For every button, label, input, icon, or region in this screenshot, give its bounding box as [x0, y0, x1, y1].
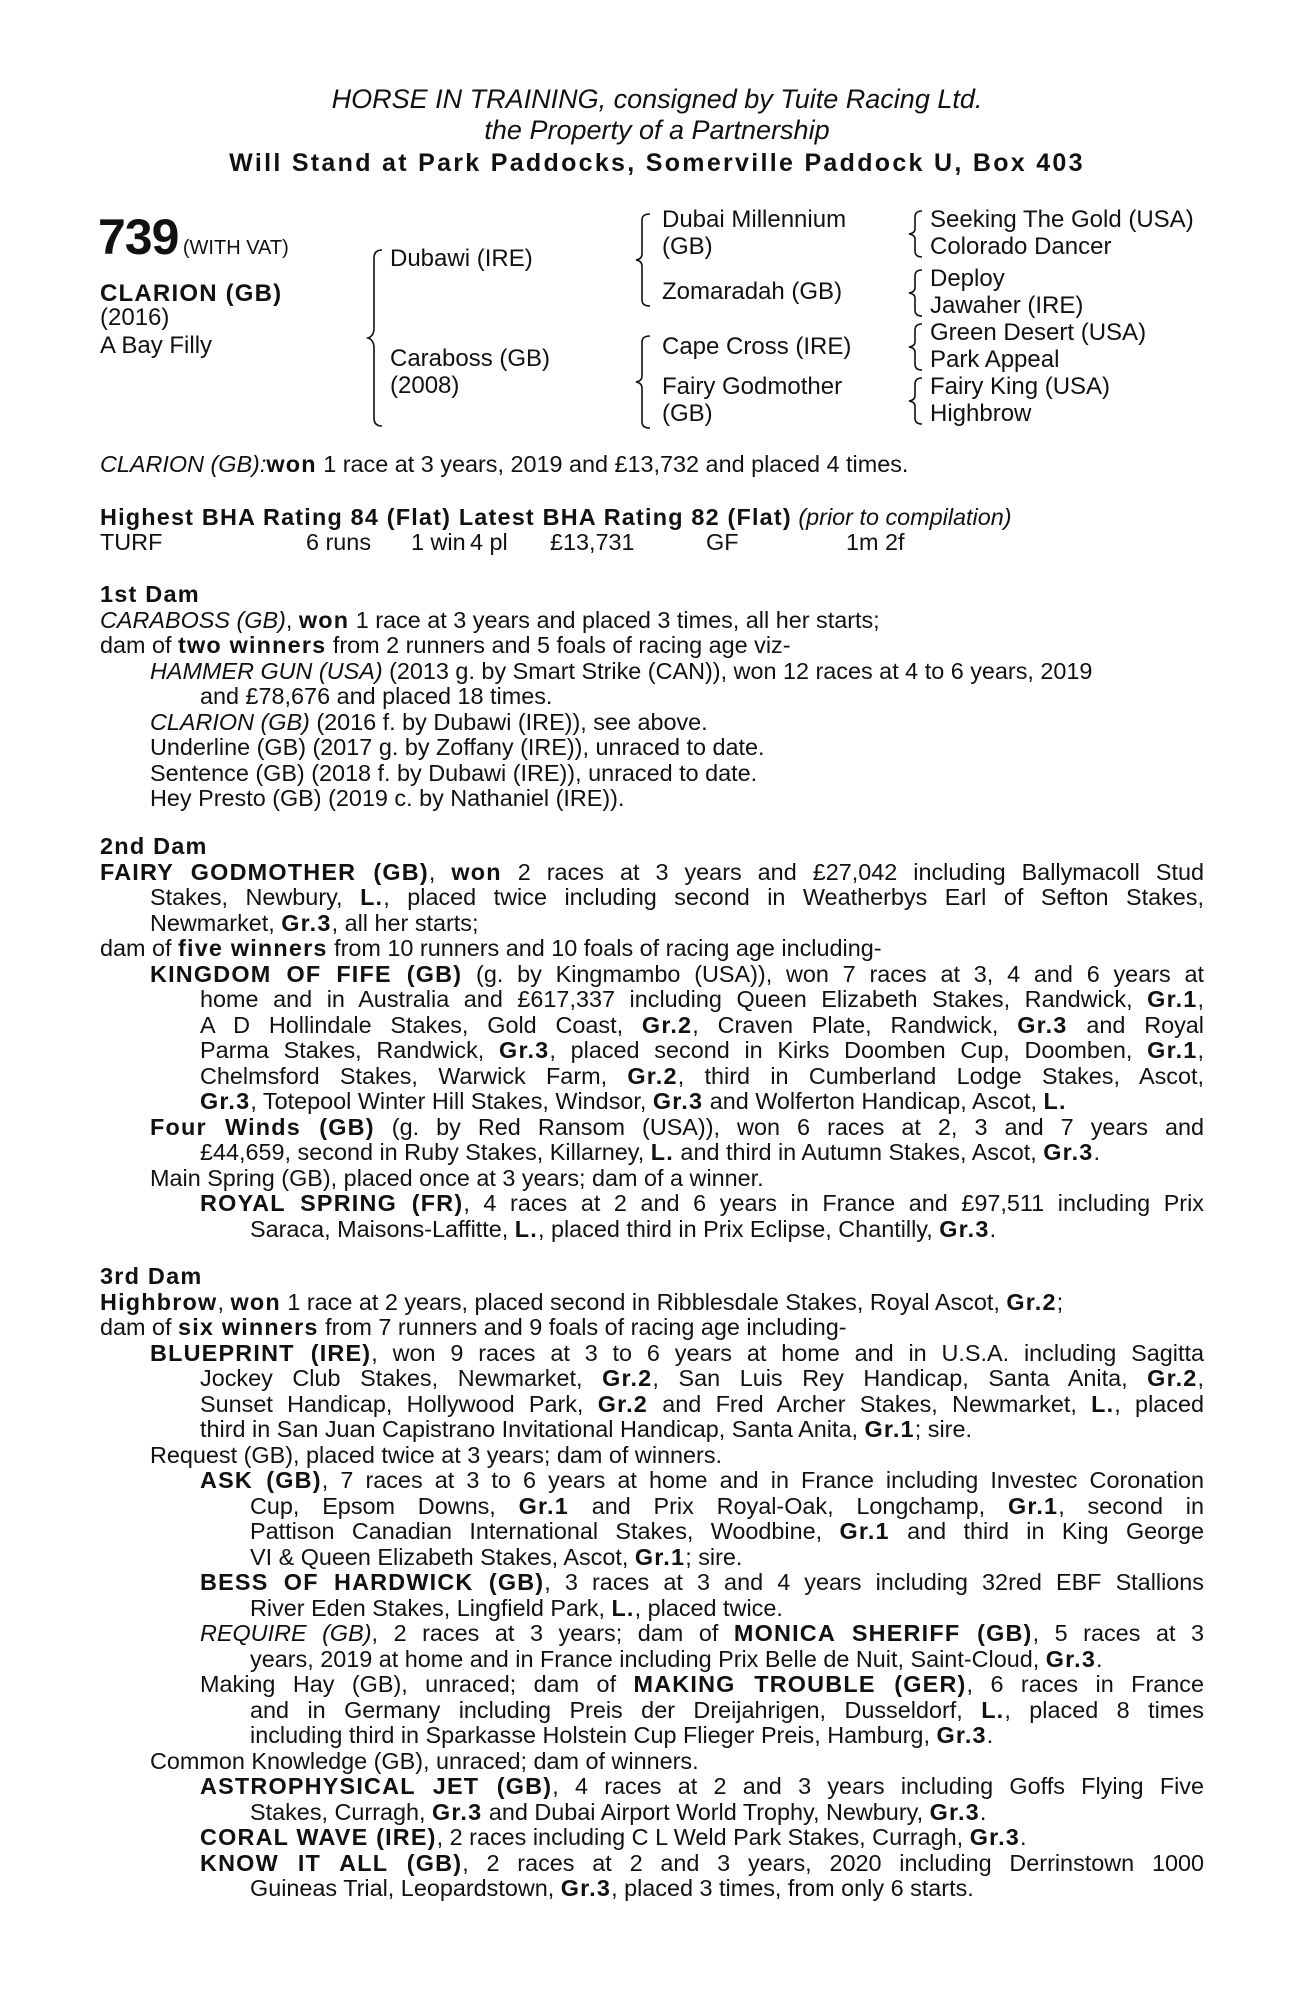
second-dam-line: Four Winds (GB) (g. by Red Ransom (USA)), won 6 races at 2, 3 and 7 years and: [150, 1113, 1204, 1140]
second-dam-line: KINGDOM OF FIFE (GB) (g. by Kingmambo (USA)), won 7 races at 3, 4 and 6 years at: [150, 960, 1204, 987]
third-dam-line: Cup, Epsom Downs, Gr.1 and Prix Royal-Oak, Longchamp, Gr.1, second in: [250, 1492, 1204, 1519]
pedigree-dds: Fairy King (USA): [930, 373, 1111, 400]
rating-wins: 1 win: [411, 529, 466, 555]
second-dam-heading: 2nd Dam: [100, 833, 208, 859]
rating-earnings: £13,731: [550, 529, 635, 555]
pedigree-dam-sire: Cape Cross (IRE): [662, 333, 852, 360]
third-dam-line: Sunset Handicap, Hollywood Park, Gr.2 and Fred Archer Stakes, Newmarket, L., placed: [200, 1390, 1204, 1417]
first-dam-line: and £78,676 and placed 18 times.: [200, 683, 553, 709]
third-dam-line: and in Germany including Preis der Dreijahrigen, Dusseldorf, L., placed 8 times: [250, 1696, 1204, 1723]
pedigree-ssd: Colorado Dancer: [930, 233, 1112, 260]
second-dam-line: Saraca, Maisons-Laffitte, L., placed third in Prix Eclipse, Chantilly, Gr.3.: [250, 1215, 997, 1242]
third-dam-line: Highbrow, won 1 race at 2 years, placed second in Ribblesdale Stakes, Royal Ascot, Gr.2;: [100, 1288, 1064, 1315]
second-dam-line: Stakes, Newbury, L., placed twice including second in Weatherbys Earl of Sefton Stakes,: [150, 884, 1204, 910]
pedigree-ddd: Highbrow: [930, 400, 1032, 427]
horse-year: (2016): [100, 304, 170, 331]
second-dam-line: Parma Stakes, Randwick, Gr.3, placed second in Kirks Doomben Cup, Doomben, Gr.1,: [200, 1037, 1204, 1063]
third-dam-line: third in San Juan Capistrano Invitational Handicap, Santa Anita, Gr.1; sire.: [200, 1416, 972, 1442]
second-dam-section: [100, 834, 1204, 1242]
pedigree-brace-sire: [636, 212, 656, 308]
third-dam-line: years, 2019 at home and in France including Prix Belle de Nuit, Saint-Cloud, Gr.3.: [250, 1645, 1103, 1672]
pedigree-brace-1: [908, 209, 928, 259]
pedigree-dsd: Park Appeal: [930, 346, 1060, 373]
pedigree-sdd: Jawaher (IRE): [930, 292, 1084, 319]
rating-surface: TURF: [100, 529, 163, 555]
first-dam-line: HAMMER GUN (USA) (2013 g. by Smart Strike (CAN)), won 12 races at 4 to 6 years, 2019: [150, 657, 1093, 684]
third-dam-line: River Eden Stakes, Lingfield Park, L., placed twice.: [250, 1594, 783, 1621]
third-dam-line: BESS OF HARDWICK (GB), 3 races at 3 and 4 years including 32red EBF Stallions: [200, 1569, 1204, 1595]
third-dam-line: KNOW IT ALL (GB), 2 races at 2 and 3 years, 2020 including Derrinstown 1000: [200, 1849, 1204, 1876]
second-dam-line: Main Spring (GB), placed once at 3 years; dam of a winner.: [150, 1164, 764, 1191]
third-dam-line: VI & Queen Elizabeth Stakes, Ascot, Gr.1; sire.: [250, 1543, 743, 1570]
pedigree-dam-year: (2008): [390, 372, 460, 399]
third-dam-line: ASK (GB), 7 races at 3 to 6 years at home and in France including Investec Coronation: [200, 1467, 1204, 1493]
race-summary: CLARION (GB):won 1 race at 3 years, 2019 and £13,732 and placed 4 times.: [100, 451, 909, 477]
vat-note: (WITH VAT): [182, 237, 289, 259]
second-dam-line: ROYAL SPRING (FR), 4 races at 2 and 6 years in France and £97,511 including Prix: [200, 1190, 1204, 1216]
lot-number: 739: [98, 209, 179, 265]
rating-runs: 6 runs: [306, 529, 372, 555]
first-dam-line: Hey Presto (GB) (2019 c. by Nathaniel (IRE)).: [150, 785, 625, 811]
pedigree-brace-4: [908, 376, 928, 426]
first-dam-section: [100, 582, 1204, 812]
second-dam-line: FAIRY GODMOTHER (GB), won 2 races at 3 years and £27,042 including Ballymacoll Stud: [100, 858, 1204, 885]
third-dam-line: CORAL WAVE (IRE), 2 races including C L Weld Park Stakes, Curragh, Gr.3.: [200, 1824, 1027, 1850]
second-dam-line: A D Hollindale Stakes, Gold Coast, Gr.2, Craven Plate, Randwick, Gr.3 and Royal: [200, 1011, 1205, 1038]
second-dam-line: £44,659, second in Ruby Stakes, Killarney, L. and third in Autumn Stakes, Ascot, Gr.3.: [200, 1139, 1101, 1165]
third-dam-line: Guineas Trial, Leopardstown, Gr.3, placed 3 times, from only 6 starts.: [250, 1875, 974, 1901]
pedigree-sire-sire-suffix: (GB): [662, 233, 713, 260]
pedigree-brace-main: [368, 248, 388, 428]
rating-distance: 1m 2f: [846, 529, 905, 555]
first-dam-line: dam of two winners from 2 runners and 5 foals of racing age viz-: [100, 632, 791, 658]
third-dam-line: Stakes, Curragh, Gr.3 and Dubai Airport World Trophy, Newbury, Gr.3.: [250, 1798, 987, 1825]
second-dam-line: dam of five winners from 10 runners and 10 foals of racing age including-: [100, 935, 882, 961]
third-dam-line: BLUEPRINT (IRE), won 9 races at 3 to 6 years at home and in U.S.A. including Sagitta: [150, 1339, 1204, 1366]
third-dam-heading: 3rd Dam: [100, 1263, 203, 1289]
third-dam-line: including third in Sparkasse Holstein Cup Flieger Preis, Hamburg, Gr.3.: [250, 1722, 994, 1748]
first-dam-line: Sentence (GB) (2018 f. by Dubawi (IRE)), unraced to date.: [150, 759, 758, 786]
pedigree-brace-dam: [636, 334, 656, 430]
third-dam-line: Request (GB), placed twice at 3 years; dam of winners.: [150, 1441, 723, 1468]
horse-name: CLARION (GB): [100, 280, 283, 307]
third-dam-line: ASTROPHYSICAL JET (GB), 4 races at 2 and 3 years including Goffs Flying Five: [200, 1773, 1205, 1799]
first-dam-line: Underline (GB) (2017 g. by Zoffany (IRE)), unraced to date.: [150, 734, 765, 760]
pedigree-sds: Deploy: [930, 265, 1005, 292]
third-dam-line: Jockey Club Stakes, Newmarket, Gr.2, San Luis Rey Handicap, Santa Anita, Gr.2,: [200, 1365, 1204, 1391]
pedigree-brace-3: [908, 322, 928, 372]
pedigree-dss: Green Desert (USA): [930, 319, 1147, 346]
header-consignor: HORSE IN TRAINING, consigned by Tuite Racing Ltd.: [331, 84, 983, 114]
header-location: Will Stand at Park Paddocks, Somerville Paddock U, Box 403: [229, 149, 1085, 177]
pedigree-sire-dam: Zomaradah (GB): [662, 278, 843, 305]
rating-going: GF: [706, 529, 739, 555]
third-dam-section: [100, 1264, 1204, 1902]
second-dam-line: Gr.3, Totepool Winter Hill Stakes, Windsor, Gr.3 and Wolferton Handicap, Ascot, L.: [200, 1088, 1067, 1114]
first-dam-line: CLARION (GB) (2016 f. by Dubawi (IRE)), see above.: [150, 708, 708, 735]
second-dam-line: Newmarket, Gr.3, all her starts;: [150, 909, 479, 936]
second-dam-line: home and in Australia and £617,337 including Queen Elizabeth Stakes, Randwick, Gr.1,: [200, 986, 1204, 1012]
first-dam-line: CARABOSS (GB), won 1 race at 3 years and placed 3 times, all her starts;: [100, 606, 880, 633]
pedigree-dam-dam-suffix: (GB): [662, 400, 713, 427]
rating-placed: 4 pl: [470, 529, 508, 555]
third-dam-line: Pattison Canadian International Stakes, Woodbine, Gr.1 and third in King George: [250, 1518, 1204, 1544]
third-dam-line: dam of six winners from 7 runners and 9 foals of racing age including-: [100, 1314, 847, 1340]
horse-description: A Bay Filly: [100, 332, 213, 359]
lot-number-block: [98, 208, 289, 266]
second-dam-line: Chelmsford Stakes, Warwick Farm, Gr.2, third in Cumberland Lodge Stakes, Ascot,: [200, 1062, 1204, 1089]
pedigree-dam: Caraboss (GB): [390, 345, 551, 372]
third-dam-line: Making Hay (GB), unraced; dam of MAKING TROUBLE (GER), 6 races in France: [200, 1671, 1204, 1697]
pedigree-sire-sire: Dubai Millennium: [662, 206, 847, 233]
header-property: the Property of a Partnership: [484, 115, 830, 145]
pedigree-brace-2: [908, 268, 928, 318]
third-dam-line: Common Knowledge (GB), unraced; dam of winners.: [150, 1747, 699, 1774]
pedigree-sss: Seeking The Gold (USA): [930, 206, 1194, 233]
pedigree-sire: Dubawi (IRE): [390, 245, 533, 272]
pedigree-dam-dam: Fairy Godmother: [662, 373, 843, 400]
first-dam-heading: 1st Dam: [100, 581, 200, 607]
third-dam-line: REQUIRE (GB), 2 races at 3 years; dam of MONICA SHERIFF (GB), 5 races at 3: [200, 1620, 1205, 1646]
bha-rating: Highest BHA Rating 84 (Flat) Latest BHA Rating 82 (Flat) (prior to compilation): [100, 504, 1012, 530]
